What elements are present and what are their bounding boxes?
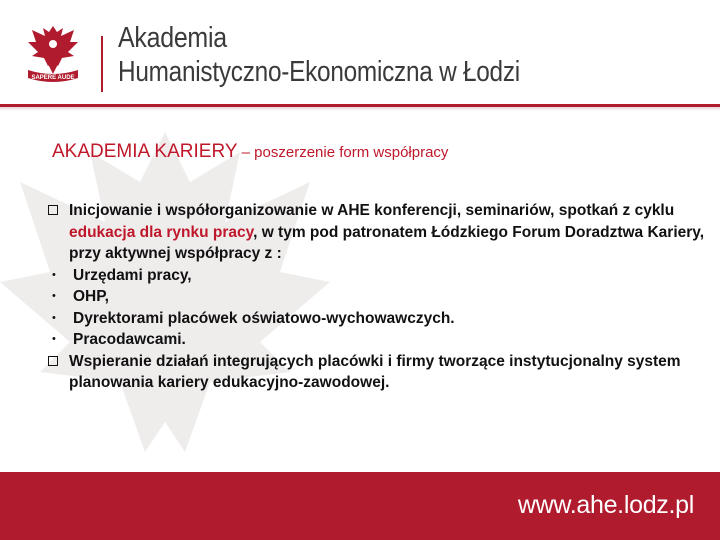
item-text-cont: , w tym pod patronatem Łódzkiego Forum Doradztwa Kariery, przy aktywnej współpracy z : [69,223,705,262]
footer-bar [0,472,720,540]
brand-line1: Akademia [118,22,227,54]
square-bullet-icon [48,356,58,366]
dot-bullet-icon: • [52,333,56,345]
brand-line2: Humanistyczno-Ekonomiczna w Łodzi [118,56,520,88]
square-bullet-icon [48,205,58,215]
dot-bullet-icon: • [52,268,56,281]
item-text: Wspieranie działań integrujących placówki i firmy tworzące instytucjonalny system planowania kariery edukacyjno-zawodowej. [69,352,681,391]
slide-title [52,141,448,163]
list-item [48,351,708,394]
eagle-logo-icon [22,18,84,88]
item-text: Inicjowanie i współorganizowanie w AHE konferencji, seminariów, spotkań z cyklu [69,202,675,219]
item-text: Urzędami pracy, [73,266,192,284]
list-item [48,308,708,330]
item-text: OHP, [73,288,109,305]
website-url: www.ahe.lodz.pl [517,491,694,519]
logo-ribbon-text: SAPERE AUDE [31,75,75,81]
title-main: AKADEMIA KARIERY [52,141,238,162]
item-highlight: edukacja dla rynku pracy [69,223,254,241]
list-item [48,265,708,287]
header-shadow [0,107,720,111]
dot-bullet-icon: • [52,311,56,324]
list-item [48,329,708,351]
bullet-list [48,200,708,394]
header [0,0,720,108]
header-divider [101,36,103,92]
list-item [48,200,708,265]
title-sub: – poszerzenie form współpracy [237,144,449,161]
list-item [48,286,708,308]
item-text: Pracodawcami. [73,331,186,348]
dot-bullet-icon: • [52,290,56,302]
item-text: Dyrektorami placówek oświatowo-wychowawczych. [73,309,455,327]
